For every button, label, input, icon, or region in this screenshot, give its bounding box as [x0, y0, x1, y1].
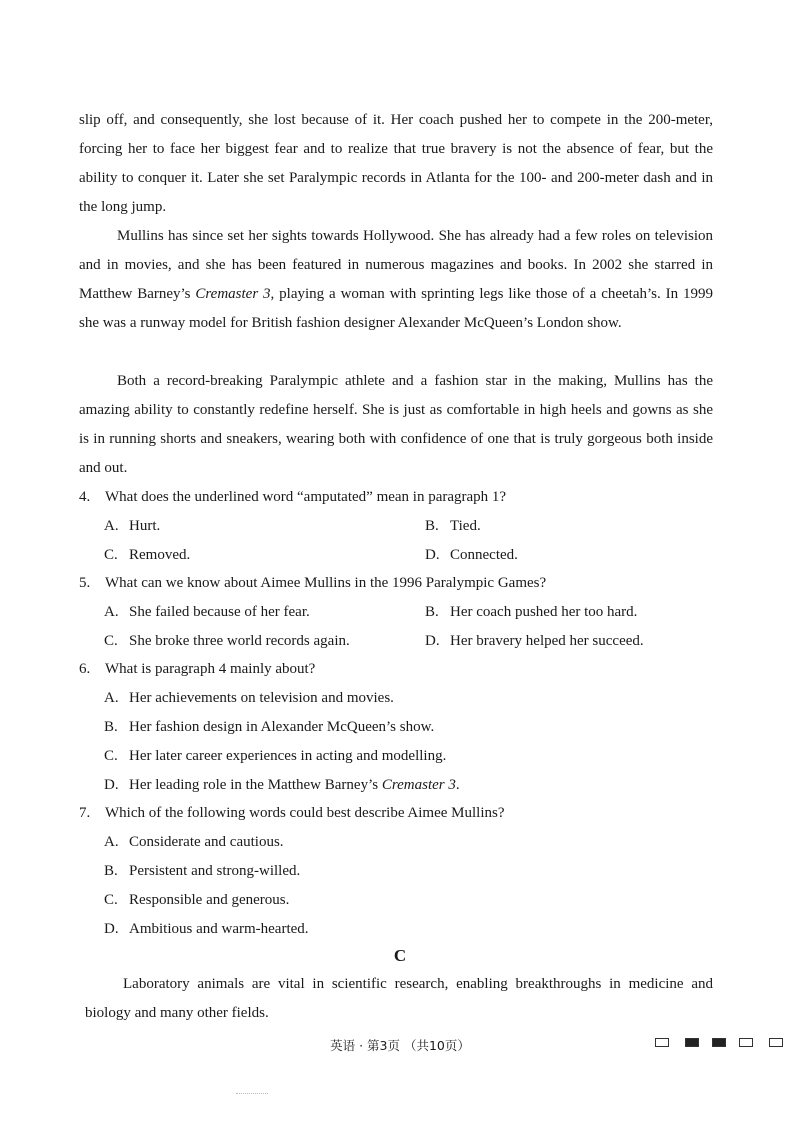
- passage-paragraph-4: [79, 222, 713, 338]
- option-letter: B.: [104, 863, 118, 879]
- option-4a[interactable]: [104, 516, 160, 536]
- scan-mark-filled: [712, 1038, 726, 1047]
- option-7b[interactable]: [104, 861, 300, 881]
- option-text: Her later career experiences in acting and modelling.: [129, 748, 447, 764]
- passage-paragraph-5: Both a record-breaking Paralympic athlete and a fashion star in the making, Mullins has the amazing ability to constantly redefine herself. She is just as comfortable in high heels and gowns as she is in running shorts and sneakers, wearing both with confidence of one that is truly gorgeous both inside and out.: [79, 373, 713, 476]
- question-4: [79, 487, 719, 507]
- option-letter: B.: [425, 518, 439, 534]
- option-4c[interactable]: [104, 545, 190, 565]
- question-7: [79, 803, 719, 823]
- option-text: Responsible and generous.: [129, 892, 290, 908]
- option-7d[interactable]: [104, 919, 309, 939]
- option-letter: B.: [425, 604, 439, 620]
- option-6d[interactable]: [104, 775, 460, 795]
- option-letter: D.: [425, 633, 440, 649]
- option-7c[interactable]: [104, 890, 289, 910]
- scan-mark-filled: [685, 1038, 699, 1047]
- option-letter: A.: [104, 604, 119, 620]
- paragraph-4-text-b: , playing a woman with sprinting legs like those of a cheetah’s. In 1999 she was a runway model for British fashion designer Alexander McQueen’s London show.: [79, 286, 713, 331]
- passage-c-intro: Laboratory animals are vital in scientific research, enabling breakthroughs in medicine and biology and many other fields.: [85, 976, 713, 1021]
- option-text: Her achievements on television and movies.: [129, 690, 394, 706]
- option-text: Tied.: [450, 518, 481, 534]
- scan-mark-empty: [739, 1038, 753, 1047]
- option-letter: C.: [104, 892, 118, 908]
- question-text: What does the underlined word “amputated” mean in paragraph 1?: [105, 489, 507, 505]
- option-letter: D.: [425, 547, 440, 563]
- film-title: Cremaster 3: [195, 286, 271, 302]
- option-5a[interactable]: [104, 602, 310, 622]
- question-text: What can we know about Aimee Mullins in the 1996 Paralympic Games?: [105, 575, 547, 591]
- option-5c[interactable]: [104, 631, 350, 651]
- option-text: She failed because of her fear.: [129, 604, 310, 620]
- scan-mark-empty: [769, 1038, 783, 1047]
- option-tail: .: [455, 777, 460, 793]
- option-4b[interactable]: [425, 516, 481, 536]
- option-7a[interactable]: [104, 832, 284, 852]
- scan-mark-empty: [655, 1038, 669, 1047]
- option-text: Ambitious and warm-hearted.: [129, 921, 309, 937]
- option-6c[interactable]: [104, 746, 446, 766]
- option-6a[interactable]: [104, 688, 394, 708]
- option-letter: C.: [104, 547, 118, 563]
- option-letter: C.: [104, 748, 118, 764]
- scan-smudge: [236, 1093, 268, 1096]
- option-letter: A.: [104, 690, 119, 706]
- option-letter: A.: [104, 834, 119, 850]
- page-footer: 英语 · 第3页 （共10页）: [330, 1038, 470, 1053]
- option-italic-title: Cremaster 3: [381, 777, 456, 793]
- question-text: What is paragraph 4 mainly about?: [105, 661, 316, 677]
- option-5d[interactable]: [425, 631, 644, 651]
- paragraph-4-text-a: Mullins has since set her sights towards Hollywood. She has already had a few roles on television and in movies, and she has been featured in numerous magazines and books. In 2002 she starred in Matthew Barney’s: [79, 228, 713, 302]
- option-text: Her leading role in the Matthew Barney’s: [129, 777, 382, 793]
- option-letter: A.: [104, 518, 119, 534]
- option-letter: C.: [104, 633, 118, 649]
- option-text: Considerate and cautious.: [129, 834, 284, 850]
- question-number: 5.: [79, 575, 91, 591]
- section-heading-c: C: [393, 946, 407, 965]
- option-text: Her fashion design in Alexander McQueen’s show.: [129, 719, 435, 735]
- option-text: Persistent and strong-willed.: [129, 863, 301, 879]
- question-text: Which of the following words could best describe Aimee Mullins?: [105, 805, 505, 821]
- question-number: 6.: [79, 661, 91, 677]
- passage-paragraph-3-continued: slip off, and consequently, she lost because of it. Her coach pushed her to compete in the 200-meter, forcing her to face her biggest fear and to realize that true bravery is not the absence of fear, but the ability to conquer it. Later she set Paralympic records in Atlanta for the 100- and 200-meter dash and in the long jump.: [79, 112, 713, 215]
- option-text: Connected.: [450, 547, 518, 563]
- question-number: 7.: [79, 805, 91, 821]
- option-letter: D.: [104, 777, 119, 793]
- option-text: Her bravery helped her succeed.: [450, 633, 644, 649]
- option-6b[interactable]: [104, 717, 434, 737]
- option-letter: D.: [104, 921, 119, 937]
- question-number: 4.: [79, 489, 91, 505]
- option-4d[interactable]: [425, 545, 518, 565]
- option-letter: B.: [104, 719, 118, 735]
- option-text: Removed.: [129, 547, 191, 563]
- question-5: [79, 573, 719, 593]
- option-5b[interactable]: [425, 602, 637, 622]
- option-text: Her coach pushed her too hard.: [450, 604, 638, 620]
- question-6: [79, 659, 719, 679]
- option-text: Hurt.: [129, 518, 161, 534]
- option-text: She broke three world records again.: [129, 633, 350, 649]
